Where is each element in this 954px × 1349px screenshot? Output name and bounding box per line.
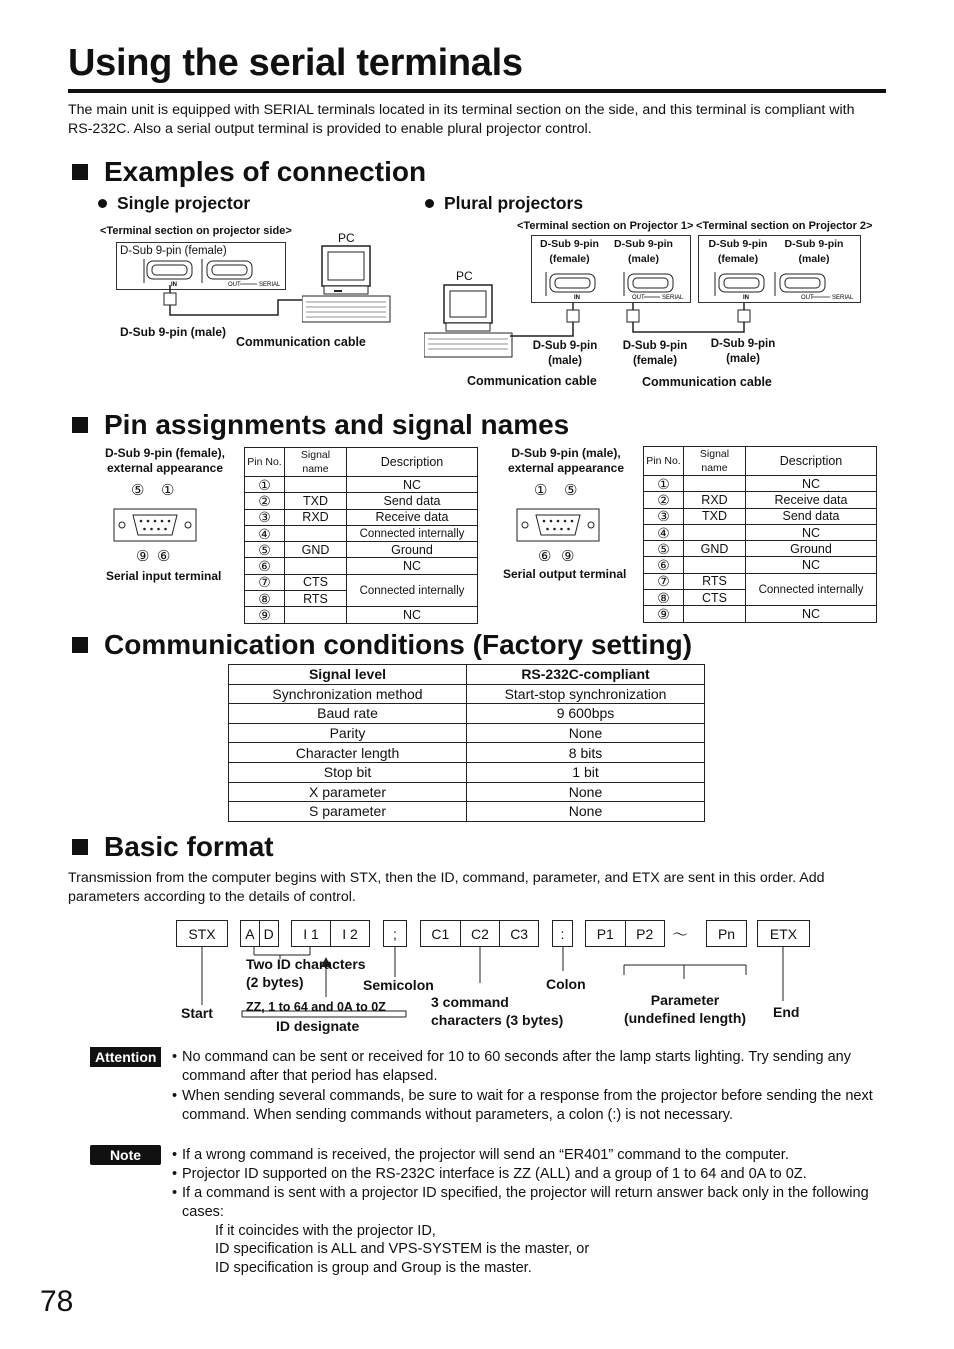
female-connector-icon	[110, 505, 200, 545]
table-row: ⑧ CTS	[644, 590, 877, 606]
format-heading: Basic format	[72, 831, 274, 863]
note-item: • Projector ID supported on the RS-232C interface is ZZ (ALL) and a group of 1 to 64 and 0A to 0Z.	[172, 1166, 807, 1182]
table-row: ① NC	[644, 476, 877, 492]
plural-pc-label: PC	[456, 269, 473, 283]
male-connector-icon	[513, 505, 603, 545]
port-out-label: OUT	[632, 295, 645, 301]
format-intro-text: Transmission from the computer begins with STX, then the ID, command, parameter, and ETX are sent in this order. Add parameters according to the details of control.	[68, 870, 825, 905]
table-row: ② RXD Receive data	[644, 492, 877, 508]
table-row: ⑦ CTS Connected internally	[245, 574, 478, 590]
port-serial-label: SERIAL	[662, 295, 684, 301]
single-male-label: D-Sub 9-pin (male)	[120, 325, 227, 339]
note-case: ID specification is group and Group is the master.	[215, 1260, 532, 1276]
output-pin-table	[643, 446, 877, 623]
pin-5-marker: ⑤	[564, 482, 578, 499]
page-title: Using the serial terminals	[68, 42, 523, 84]
projector2-terminal-panel	[698, 235, 861, 303]
square-bullet-icon	[72, 839, 88, 855]
single-cable-label: Communication cable	[236, 335, 366, 349]
stx-box: STX	[176, 920, 228, 947]
input-pin-table	[244, 447, 478, 624]
table-row: ⑨ NC	[245, 607, 478, 623]
plural-projectors-heading: Plural projectors	[425, 193, 583, 214]
pin-6-marker: ⑥	[157, 548, 171, 565]
table-row: ⑤ GND Ground	[245, 542, 478, 558]
table-header-pin: Pin No.	[644, 447, 684, 476]
table-header-row: Signal level RS-232C-compliant	[229, 665, 705, 685]
table-row: ⑥ NC	[644, 557, 877, 573]
table-row: S parameter None	[229, 802, 705, 822]
table-row: ① NC	[245, 477, 478, 493]
p1-male-label: D-Sub 9-pin (male)	[614, 238, 673, 265]
parameter-box: P1 P2	[585, 920, 665, 947]
table-header-desc: Description	[746, 447, 877, 476]
port-in-label: IN	[171, 282, 177, 288]
id-i-box: I 1 I 2	[291, 920, 370, 947]
table-row: X parameter None	[229, 782, 705, 802]
note-item: • If a wrong command is received, the projector will send an “ER401” command to the computer.	[172, 1147, 789, 1163]
etx-box: ETX	[757, 920, 810, 947]
table-row: ⑤ GND Ground	[644, 541, 877, 557]
pin-9-marker: ⑨	[561, 548, 575, 565]
table-row: ⑧ RTS	[245, 591, 478, 607]
port-out-label: OUT	[801, 295, 814, 301]
connection-heading: Examples of connection	[72, 156, 426, 188]
id-box: A D	[240, 920, 279, 947]
male-appearance-label: D-Sub 9-pin (male), external appearance	[507, 446, 625, 475]
port-serial-label: SERIAL	[259, 282, 281, 288]
serial-output-terminal-label: Serial output terminal	[503, 567, 627, 581]
table-row: ⑨ NC	[644, 606, 877, 622]
table-row: ② TXD Send data	[245, 493, 478, 509]
square-bullet-icon	[72, 164, 88, 180]
square-bullet-icon	[72, 417, 88, 433]
table-header-pin: Pin No.	[245, 448, 285, 477]
port-out-label: OUT	[228, 282, 241, 288]
attention-item: • When sending several commands, be sure to wait for a response from the projector before sending the next command. When sending commands without parameters, a colon (:) is not necessary.	[172, 1088, 873, 1124]
dot-bullet-icon	[425, 199, 434, 208]
p1-female-label: D-Sub 9-pin (female)	[540, 238, 599, 265]
plural-terminal2-label: <Terminal section on Projector 2>	[696, 220, 873, 232]
table-row: ③ TXD Send data	[644, 508, 877, 524]
table-row: Stop bit 1 bit	[229, 762, 705, 782]
page-number: 78	[40, 1285, 74, 1318]
attention-item: • No command can be sent or received for 10 to 60 seconds after the lamp starts lighting. Try sending any command after that period has elapsed.	[172, 1049, 851, 1085]
single-pc-label: PC	[338, 231, 355, 245]
serial-ports-icon	[532, 270, 692, 304]
plural-cable-label-2: Communication cable	[642, 375, 772, 389]
plural-pc-male-label: D-Sub 9-pin (male)	[532, 340, 598, 367]
p2-female-label: D-Sub 9-pin (female)	[708, 238, 768, 265]
plural-p2-male-label: D-Sub 9-pin (male)	[710, 338, 776, 365]
port-in-label: IN	[574, 295, 580, 301]
plural-p1-female-label: D-Sub 9-pin (female)	[622, 340, 688, 367]
id-range-label: ZZ, 1 to 64 and 0A to 0Z	[246, 1000, 386, 1014]
plural-terminal1-label: <Terminal section on Projector 1>	[517, 220, 694, 232]
serial-input-terminal-label: Serial input terminal	[106, 569, 222, 583]
projector1-terminal-panel	[531, 235, 691, 303]
id-designate-label: ID designate	[276, 1018, 360, 1034]
two-id-label: Two ID characters (2 bytes)	[246, 956, 366, 990]
pin-9-marker: ⑨	[136, 548, 150, 565]
table-row: Synchronization method Start-stop synchronization	[229, 684, 705, 704]
note-badge: Note	[90, 1145, 161, 1165]
colon-box: :	[552, 920, 573, 947]
semicolon-box: ;	[383, 920, 407, 947]
single-projector-heading: Single projector	[98, 193, 250, 214]
female-appearance-label: D-Sub 9-pin (female), external appearance	[104, 446, 225, 475]
conditions-heading: Communication conditions (Factory setting)	[72, 629, 692, 661]
port-in-label: IN	[743, 295, 749, 301]
colon-label: Colon	[546, 976, 586, 992]
p2-male-label: D-Sub 9-pin (male)	[784, 238, 844, 265]
single-terminal-section-label: <Terminal section on projector side>	[100, 225, 292, 237]
pn-box: Pn	[706, 920, 747, 947]
start-label: Start	[181, 1005, 213, 1021]
conditions-table	[228, 664, 705, 822]
serial-ports-icon	[699, 270, 862, 304]
attention-badge: Attention	[90, 1047, 161, 1067]
table-row: ④ NC	[644, 524, 877, 540]
table-row: ③ RXD Receive data	[245, 509, 478, 525]
pin-5-marker: ⑤	[131, 482, 145, 499]
table-row: Parity None	[229, 723, 705, 743]
pc-icon	[302, 242, 394, 326]
table-row: ⑦ RTS Connected internally	[644, 573, 877, 589]
table-row: ⑥ NC	[245, 558, 478, 574]
semicolon-label: Semicolon	[363, 977, 434, 993]
end-label: End	[773, 1004, 800, 1020]
pin-1-marker: ①	[534, 482, 548, 499]
note-case: If it coincides with the projector ID,	[215, 1223, 436, 1239]
plural-cable-label-1: Communication cable	[467, 374, 597, 388]
pins-heading: Pin assignments and signal names	[72, 409, 569, 441]
table-row: ④ Connected internally	[245, 525, 478, 541]
table-header-signal: Signal name	[285, 448, 347, 477]
port-serial-label: SERIAL	[832, 295, 854, 301]
table-header-desc: Description	[347, 448, 478, 477]
table-row: Baud rate 9 600bps	[229, 704, 705, 724]
title-rule	[68, 89, 886, 93]
single-female-label: D-Sub 9-pin (female)	[120, 245, 227, 257]
tilde-glyph: ～	[672, 927, 689, 944]
dot-bullet-icon	[98, 199, 107, 208]
pin-6-marker: ⑥	[538, 548, 552, 565]
intro-text: The main unit is equipped with SERIAL terminals located in its terminal section on the side, and this terminal is compliant with RS-232C. Also a serial output terminal is provided to enable plural projector control.	[68, 102, 855, 137]
table-row: Character length 8 bits	[229, 743, 705, 763]
single-terminal-panel	[116, 242, 286, 290]
command-label: 3 command characters (3 bytes)	[431, 994, 564, 1028]
note-item: • If a command is sent with a projector ID specified, the projector will return answer back only in the following cases:	[172, 1185, 869, 1221]
square-bullet-icon	[72, 637, 88, 653]
pin-1-marker: ①	[161, 482, 175, 499]
note-case: ID specification is ALL and VPS-SYSTEM is the master, or	[215, 1241, 590, 1257]
table-header-signal: Signal name	[684, 447, 746, 476]
parameter-label: Parameter (undefined length)	[623, 992, 747, 1026]
command-box: C1 C2 C3	[420, 920, 539, 947]
